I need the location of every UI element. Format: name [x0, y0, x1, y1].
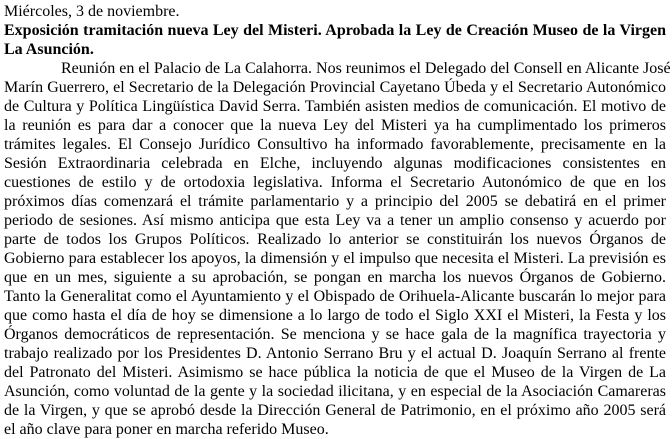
document-title	[4, 21, 666, 59]
body-line: Tanto la Generalitat como el Ayuntamiento y el Obispado de Orihuela-Alicante buscarán lo mejor para	[4, 288, 666, 305]
body-line: el año clave para poner en marcha referido Museo.	[4, 421, 329, 438]
document-date: Miércoles, 3 de noviembre.	[4, 3, 180, 20]
body-line: Órganos democráticos de representación. Se menciona y se hace gala de la magnífica trayectoria y	[4, 326, 666, 343]
body-line: periodo de sesiones. Así mismo anticipa que esta Ley va a tener un amplio consenso y acuerdo por	[4, 212, 666, 229]
title-line: La Asunción.	[4, 41, 94, 58]
body-line: Reunión en el Palacio de La Calahorra. Nos reunimos el Delegado del Consell en Alicante José	[61, 60, 671, 77]
body-line: Sesión Extraordinaria celebrada en Elche, incluyendo algunas modificaciones consistentes en	[4, 155, 666, 172]
body-line: Asunción, como voluntad de la gente y la sociedad ilicitana, y en especial de la Asociación Camareras	[4, 383, 666, 400]
body-line: la reunión es para dar a conocer que la nueva Ley del Misteri ya ha cumplimentado los primeros	[4, 117, 666, 134]
title-line: Exposición tramitación nueva Ley del Misteri. Aprobada la Ley de Creación Museo de la Virgen	[4, 22, 666, 39]
body-line: cuestiones de estilo y de ortodoxia legislativa. Informa el Secretario Autonómico de que en los	[4, 174, 666, 191]
document-page	[4, 2, 671, 439]
document-body	[4, 59, 671, 439]
body-line: parte de todos los Grupos Políticos. Realizado lo anterior se constituirán los nuevos Órganos de	[4, 231, 666, 248]
body-line: Gobierno para establecer los apoyos, la dimensión y el impulso que necesita el Misteri. La previsión es	[4, 250, 666, 267]
body-line: próximos días comenzará el trámite parlamentario y a principio del 2005 se debatirá en el primer	[4, 193, 666, 210]
body-line: Marín Guerrero, el Secretario de la Delegación Provincial Cayetano Úbeda y el Secretario Autonómico	[4, 79, 666, 96]
body-line: que en un mes, siguiente a su aprobación, se pongan en marcha los nuevos Órganos de Gobierno.	[4, 269, 666, 286]
body-line: trabajo realizado por los Presidentes D. Antonio Serrano Bru y el actual D. Joaquín Serrano al frente	[4, 345, 666, 362]
body-line: del Patronato del Misteri. Asimismo se hace pública la noticia de que el Museo de la Virgen de La	[4, 364, 666, 381]
body-line: que como hasta el día de hoy se dimensione a lo largo de todo el Siglo XXI el Misteri, la Festa y los	[4, 307, 666, 324]
body-line: trámites legales. El Consejo Jurídico Consultivo ha informado favorablemente, precisamente en la	[4, 136, 666, 153]
body-line: de Cultura y Política Lingüística David Serra. También asisten medios de comunicación. El motivo de	[4, 98, 666, 115]
body-line: de la Virgen, y que se aprobó desde la Dirección General de Patrimonio, en el próximo año 2005 será	[4, 402, 666, 419]
